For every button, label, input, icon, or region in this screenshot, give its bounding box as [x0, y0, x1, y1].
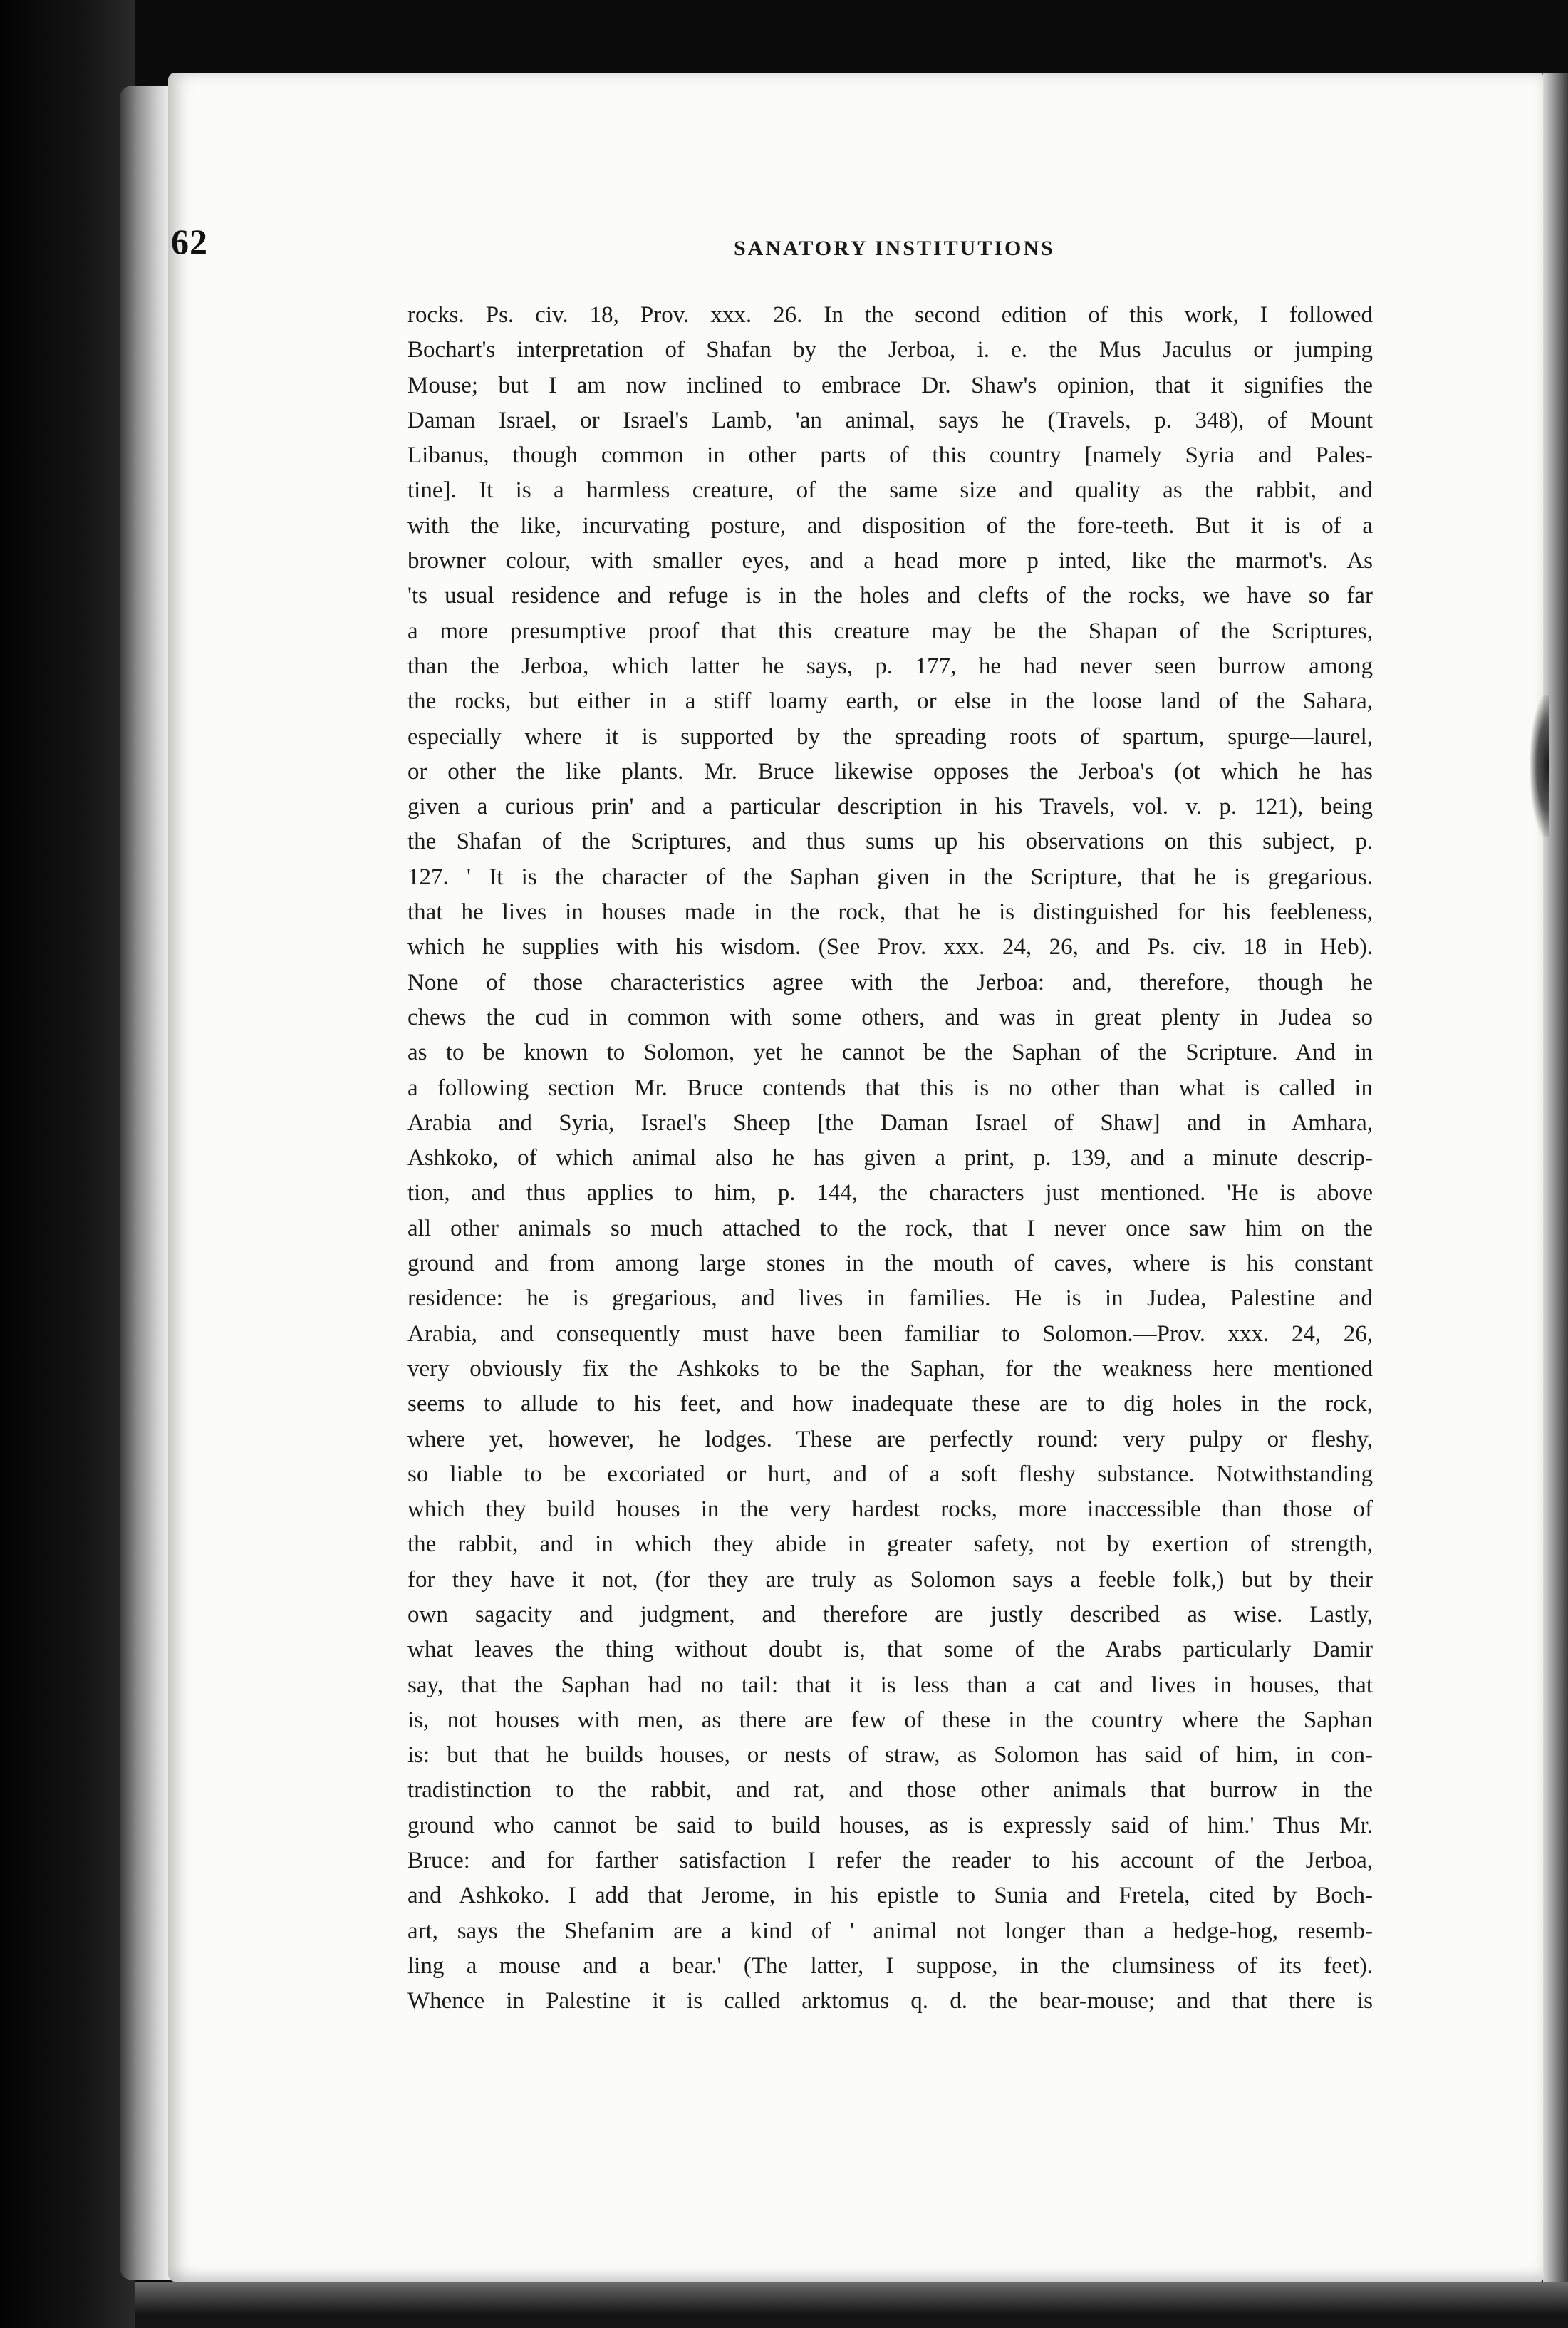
text-line: own sagacity and judgment, and therefore are justly described as wise. Lastly,: [407, 1601, 1373, 1628]
text-line: very obviously fix the Ashkoks to be the Saphan, for the weakness here mentioned: [407, 1355, 1373, 1382]
text-line: tradistinction to the rabbit, and rat, and those other animals that burrow in the: [407, 1777, 1373, 1804]
text-line: ground and from among large stones in the mouth of caves, where is his constant: [407, 1251, 1373, 1277]
text-line: or other the like plants. Mr. Bruce likewise opposes the Jerboa's (ot which he has: [407, 758, 1373, 785]
scan-dark-border-right: [1543, 73, 1568, 2282]
text-line: Arabia and Syria, Israel's Sheep [the Daman Israel of Shaw] and in Amhara,: [407, 1109, 1373, 1136]
text-line: which they build houses in the very hardest rocks, more inaccessible than those of: [407, 1496, 1373, 1523]
text-line: chews the cud in common with some others, and was in great plenty in Judea so: [407, 1004, 1373, 1030]
text-line: as to be known to Solomon, yet he cannot be the Saphan of the Scripture. And in: [407, 1040, 1373, 1066]
scan-dark-border-bottom: [135, 2282, 1568, 2328]
text-line: 'ts usual residence and refuge is in the holes and clefts of the rocks, we have so far: [407, 583, 1373, 609]
text-line: Libanus, though common in other parts of this country [namely Syria and Pales-: [407, 443, 1373, 469]
text-line: Bruce: and for farther satisfaction I refer the reader to his account of the Jerboa,: [407, 1848, 1373, 1874]
text-line: a more presumptive proof that this creature may be the Shapan of the Scriptures,: [407, 618, 1373, 644]
text-line: residence: he is gregarious, and lives in families. He is in Judea, Palestine and: [407, 1285, 1373, 1312]
text-line: the rocks, but either in a stiff loamy earth, or else in the loose land of the Sahara,: [407, 688, 1373, 715]
text-line: is, not houses with men, as there are few of these in the country where the Saphan: [407, 1707, 1373, 1733]
text-line: all other animals so much attached to the rock, that I never once saw him on the: [407, 1215, 1373, 1241]
text-line: tion, and thus applies to him, p. 144, the characters just mentioned. 'He is above: [407, 1180, 1373, 1206]
text-line: seems to allude to his feet, and how inadequate these are to dig holes in the rock,: [407, 1391, 1373, 1417]
text-line: Arabia, and consequently must have been familiar to Solomon.—Prov. xxx. 24, 26,: [407, 1320, 1373, 1347]
text-line: what leaves the thing without doubt is, that some of the Arabs particularly Damir: [407, 1637, 1373, 1663]
text-line: than the Jerboa, which latter he says, p. 177, he had never seen burrow among: [407, 653, 1373, 679]
text-line: Bochart's interpretation of Shafan by the Jerboa, i. e. the Mus Jaculus or jumping: [407, 337, 1373, 363]
text-line: Ashkoko, of which animal also he has given a print, p. 139, and a minute descrip-: [407, 1145, 1373, 1171]
text-line: say, that the Saphan had no tail: that it is less than a cat and lives in houses, that: [407, 1672, 1373, 1698]
text-line: the Shafan of the Scriptures, and thus sums up his observations on this subject, p.: [407, 829, 1373, 855]
text-line: ling a mouse and a bear.' (The latter, I suppose, in the clumsiness of its feet).: [407, 1952, 1373, 1979]
text-line: with the like, incurvating posture, and disposition of the fore-teeth. But it is of a: [407, 512, 1373, 539]
text-line: [407, 2019, 1373, 2054]
text-line: Daman Israel, or Israel's Lamb, 'an animal, says he (Travels, p. 348), of Mount: [407, 407, 1373, 433]
page-number: 62: [171, 222, 208, 262]
text-line: is: but that he builds houses, or nests of straw, as Solomon has said of him, in con-: [407, 1742, 1373, 1769]
text-line: art, says the Shefanim are a kind of ' animal not longer than a hedge-hog, resemb-: [407, 1918, 1373, 1944]
text-line: ground who cannot be said to build houses, as is expressly said of him.' Thus Mr.: [407, 1812, 1373, 1838]
text-line: Whence in Palestine it is called arktomus q. d. the bear-mouse; and that there is: [407, 1988, 1373, 2014]
text-line: for they have it not, (for they are truly as Solomon says a feeble folk,) but by their: [407, 1566, 1373, 1593]
text-line: 127. ' It is the character of the Saphan given in the Scripture, that he is gregarious.: [407, 864, 1373, 890]
text-line: given a curious prin' and a particular description in his Travels, vol. v. p. 121), being: [407, 794, 1373, 820]
scan-dark-border-left: [0, 0, 135, 2328]
book-spine-edge: [120, 86, 170, 2280]
text-line: where yet, however, he lodges. These are perfectly round: very pulpy or fleshy,: [407, 1426, 1373, 1452]
text-line: especially where it is supported by the spreading roots of spartum, spurge—laurel,: [407, 723, 1373, 750]
text-line: Mouse; but I am now inclined to embrace Dr. Shaw's opinion, that it signifies the: [407, 372, 1373, 398]
text-line: a following section Mr. Bruce contends that this is no other than what is called in: [407, 1075, 1373, 1101]
page-edge-notch: [1530, 695, 1549, 837]
text-line: that he lives in houses made in the rock, that he is distinguished for his feebleness,: [407, 899, 1373, 926]
running-head: SANATORY INSTITUTIONS: [734, 237, 1055, 260]
text-line: so liable to be excoriated or hurt, and of a soft fleshy substance. Notwithstanding: [407, 1461, 1373, 1487]
text-line: rocks. Ps. civ. 18, Prov. xxx. 26. In the second edition of this work, I followed: [407, 302, 1373, 328]
text-line: which he supplies with his wisdom. (See Prov. xxx. 24, 26, and Ps. civ. 18 in Heb).: [407, 934, 1373, 961]
text-line: tine]. It is a harmless creature, of the same size and quality as the rabbit, and: [407, 477, 1373, 504]
text-line: and Ashkoko. I add that Jerome, in his epistle to Sunia and Fretela, cited by Boch-: [407, 1883, 1373, 1909]
body-text: [407, 298, 1373, 2054]
text-line: browner colour, with smaller eyes, and a head more p inted, like the marmot's. As: [407, 548, 1373, 574]
text-line: None of those characteristics agree with the Jerboa: and, therefore, though he: [407, 969, 1373, 995]
text-line: the rabbit, and in which they abide in greater safety, not by exertion of strength,: [407, 1531, 1373, 1558]
